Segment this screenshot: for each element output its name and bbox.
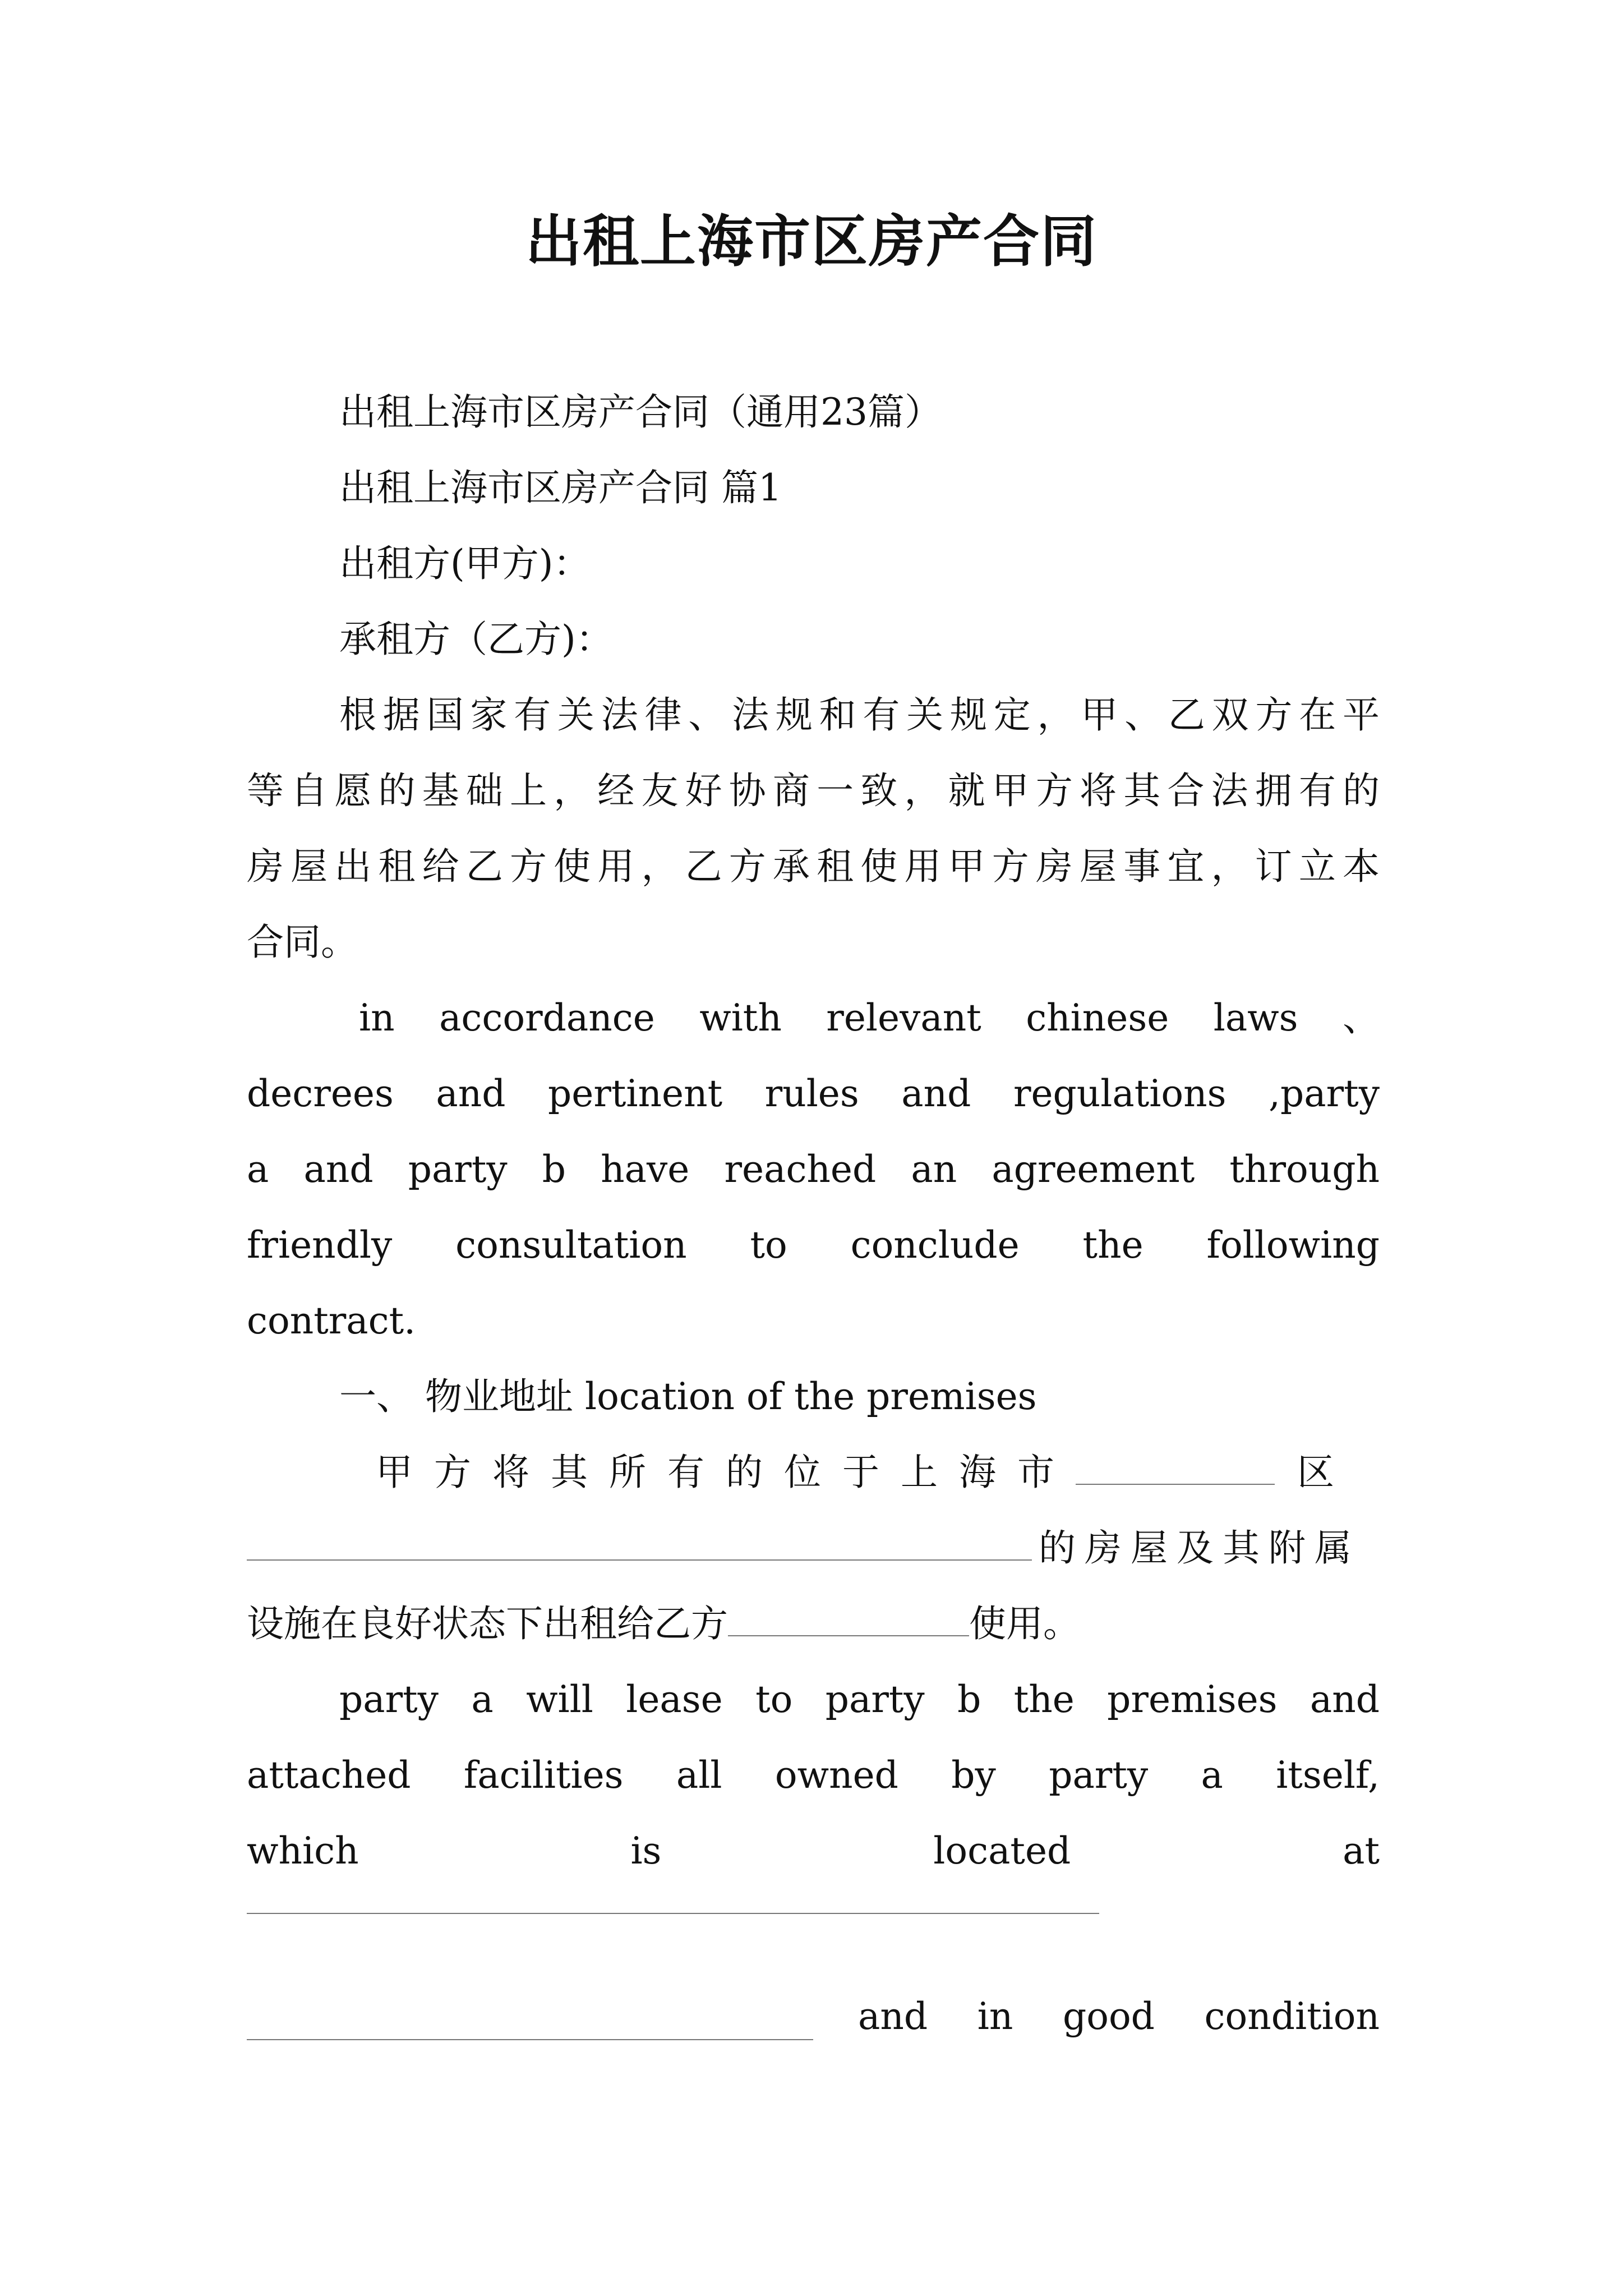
clause1-cn-text: 设施在良好状态下出租给乙方 bbox=[247, 1602, 728, 1645]
clause1-en-line: party a will lease to party b the premises and bbox=[339, 1678, 1380, 1721]
lessor-label: 出租方(甲方)： bbox=[339, 542, 591, 585]
preamble-en-line: contract. bbox=[247, 1299, 416, 1342]
preamble-en-line: decrees and pertinent rules and regulations ,party bbox=[247, 1072, 1380, 1115]
lessee-label: 承租方（乙方)： bbox=[339, 618, 613, 661]
document-title: 出租上海市区房产合同 bbox=[525, 208, 1098, 274]
clause1-cn-text: 的房屋及其附属 bbox=[1039, 1526, 1361, 1570]
clause1-en-line: attached facilities all owned by party a itself, bbox=[247, 1754, 1380, 1797]
clause1-cn-line bbox=[247, 1520, 1380, 1576]
clause1-cn-line bbox=[247, 1596, 1380, 1652]
clause1-cn-line bbox=[376, 1444, 1380, 1501]
district-blank bbox=[1076, 1444, 1275, 1485]
document-subtitle: 出租上海市区房产合同（通用23篇） bbox=[339, 390, 942, 434]
address-blank bbox=[247, 1520, 1032, 1561]
preamble-cn-line: 根据国家有关法律、法规和有关规定，甲、乙双方在平 bbox=[339, 693, 1380, 737]
preamble-en-line: friendly consultation to conclude the following bbox=[247, 1223, 1380, 1267]
preamble-en-line: a and party b have reached an agreement through bbox=[247, 1148, 1380, 1191]
clause1-cn-text: 甲方将其所有的位于上海市 bbox=[376, 1451, 1076, 1494]
clause1-heading: 一、 物业地址 location of the premises bbox=[339, 1375, 1037, 1418]
clause1-cn-text: 使用。 bbox=[969, 1602, 1080, 1645]
address-blank-en bbox=[247, 2039, 813, 2040]
clause1-cn-text: 区 bbox=[1297, 1451, 1334, 1494]
clause1-en-line: which is located at bbox=[247, 1829, 1380, 1872]
preamble-en-line: in accordance with relevant chinese laws 、 bbox=[359, 996, 1380, 1039]
preamble-cn-line: 房屋出租给乙方使用，乙方承租使用甲方房屋事宜，订立本 bbox=[247, 845, 1380, 888]
lessee-blank bbox=[728, 1596, 969, 1636]
preamble-cn-line: 等自愿的基础上，经友好协商一致，就甲方将其合法拥有的 bbox=[247, 769, 1380, 812]
clause1-en-line: and in good condition bbox=[858, 1995, 1380, 2038]
address-blank-en bbox=[247, 1913, 1099, 1914]
section-heading: 出租上海市区房产合同 篇1 bbox=[339, 466, 782, 509]
preamble-cn-line: 合同。 bbox=[247, 921, 358, 964]
